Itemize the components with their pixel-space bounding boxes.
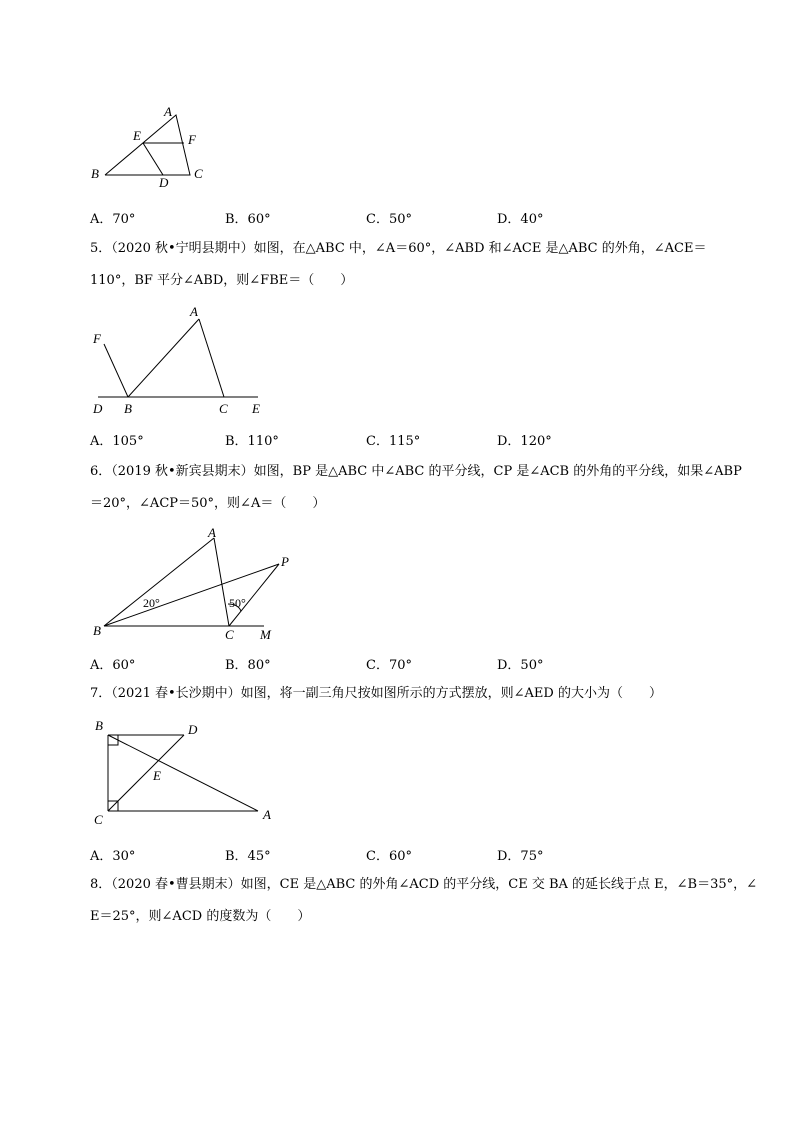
q5-stem-line2: 110°，BF 平分∠ABD，则∠FBE＝（ ） (90, 273, 354, 288)
q4-label-f: F (188, 132, 196, 147)
q7-label-b: B (95, 718, 103, 733)
q4-label-a: A (164, 104, 172, 119)
q4-line-ed (143, 143, 163, 175)
q5-line-ac (199, 319, 224, 397)
q4-label-c: C (194, 166, 203, 181)
q5-options (90, 430, 690, 448)
q7-label-e: E (153, 768, 161, 783)
q8-stem (90, 869, 758, 933)
q6-label-c: C (225, 627, 234, 642)
q4-figure (88, 100, 228, 195)
q6-options (90, 654, 690, 672)
q7-option-a[interactable]: A．30° (90, 849, 136, 864)
q5-option-a[interactable]: A．105° (90, 434, 144, 449)
q4-option-b[interactable]: B．60° (225, 212, 271, 227)
q8-stem-line2: E＝25°，则∠ACD 的度数为（ ） (90, 909, 311, 924)
q7-option-d[interactable]: D．75° (497, 849, 544, 864)
q5-label-d: D (93, 401, 103, 416)
q7-right-angle-b (108, 735, 118, 745)
q7-line-ba (108, 735, 258, 811)
q5-label-b: B (124, 401, 132, 416)
q6-figure (88, 522, 308, 647)
q4-diagram (88, 100, 228, 195)
q5-option-d[interactable]: D．120° (497, 434, 552, 449)
q4-label-b: B (91, 166, 99, 181)
q5-diagram (88, 300, 268, 420)
q5-option-b[interactable]: B．110° (225, 434, 279, 449)
q4-label-e: E (133, 128, 141, 143)
q5-label-e: E (252, 401, 260, 416)
q7-stem-line1: 7．（2021 春•长沙期中）如图，将一副三角尺按如图所示的方式摆放，则∠AED 的大小为（ ） (90, 686, 662, 701)
q6-diagram (88, 522, 308, 647)
q4-option-d[interactable]: D．40° (497, 212, 544, 227)
q5-label-f: F (93, 331, 101, 346)
q5-stem-line1: 5．（2020 秋•宁明县期中）如图，在△ABC 中，∠A＝60°，∠ABD 和∠ACE 是△ABC 的外角，∠ACE＝ (90, 241, 707, 256)
q6-stem (90, 456, 742, 520)
q4-label-d: D (159, 175, 169, 190)
q5-label-a: A (190, 304, 198, 319)
q6-angle-label-b: 20° (143, 596, 160, 610)
q6-angle-label-c: 50° (229, 596, 246, 610)
q6-option-a[interactable]: A．60° (90, 658, 136, 673)
q5-line-ba (128, 319, 199, 397)
q4-option-c[interactable]: C．50° (366, 212, 412, 227)
q6-label-b: B (93, 623, 101, 638)
q6-label-p: P (281, 554, 289, 569)
q7-diagram (88, 716, 288, 831)
q7-option-b[interactable]: B．45° (225, 849, 271, 864)
q7-label-a: A (263, 807, 271, 822)
q4-triangle-abc (105, 115, 190, 175)
q6-option-b[interactable]: B．80° (225, 658, 271, 673)
q6-stem-line1: 6．（2019 秋•新宾县期末）如图，BP 是△ABC 中∠ABC 的平分线，CP 是∠ACB 的外角的平分线，如果∠ABP (90, 464, 742, 479)
q5-label-c: C (219, 401, 228, 416)
q7-options (90, 845, 690, 863)
q4-options (90, 208, 690, 226)
q5-figure (88, 300, 268, 420)
q5-option-c[interactable]: C．115° (366, 434, 421, 449)
q6-label-a: A (208, 525, 216, 540)
q7-stem (90, 678, 730, 710)
q6-line-ba (104, 538, 214, 626)
q6-stem-line2: ＝20°，∠ACP＝50°，则∠A＝（ ） (90, 496, 326, 511)
q5-line-bf (104, 344, 128, 397)
q6-label-m: M (260, 627, 271, 642)
q7-label-c: C (94, 812, 103, 827)
q7-option-c[interactable]: C．60° (366, 849, 412, 864)
q5-stem (90, 233, 730, 297)
q6-option-c[interactable]: C．70° (366, 658, 412, 673)
q8-stem-line1: 8．（2020 春•曹县期末）如图，CE 是△ABC 的外角∠ACD 的平分线，CE 交 BA 的延长线于点 E，∠B＝35°，∠ (90, 877, 758, 892)
q7-label-d: D (188, 722, 198, 737)
q6-option-d[interactable]: D．50° (497, 658, 544, 673)
q6-line-bp (104, 564, 279, 626)
q7-figure (88, 716, 288, 831)
q4-option-a[interactable]: A．70° (90, 212, 136, 227)
q7-line-cd (108, 735, 184, 811)
